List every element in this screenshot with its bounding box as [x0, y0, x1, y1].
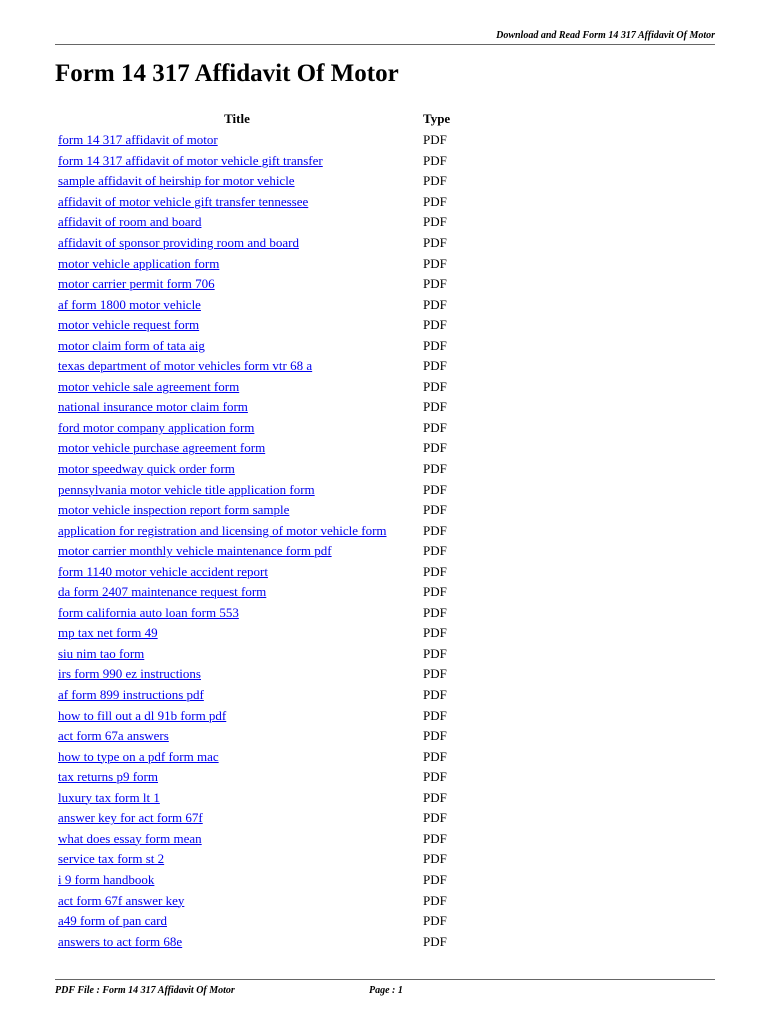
title-cell: [55, 767, 419, 788]
document-link[interactable]: what does essay form mean: [58, 830, 202, 846]
document-link[interactable]: form 14 317 affidavit of motor vehicle gift transfer: [58, 152, 323, 168]
table-row: [55, 603, 463, 624]
title-cell: [55, 931, 419, 952]
document-link[interactable]: motor vehicle application form: [58, 255, 220, 271]
table-row: [55, 623, 463, 644]
type-cell: PDF: [423, 419, 447, 435]
title-cell: [55, 829, 419, 850]
title-cell: [55, 377, 419, 398]
table-row: [55, 130, 463, 151]
table-row: [55, 520, 463, 541]
title-cell: [55, 808, 419, 829]
type-cell: PDF: [423, 296, 447, 312]
title-cell: [55, 746, 419, 767]
title-cell: [55, 870, 419, 891]
title-cell: [55, 849, 419, 870]
table-row: [55, 418, 463, 439]
title-cell: [55, 315, 419, 336]
table-row: [55, 788, 463, 809]
type-cell: PDF: [423, 399, 447, 415]
document-link[interactable]: tax returns p9 form: [58, 769, 159, 785]
table-row: [55, 192, 463, 213]
title-cell: [55, 644, 419, 665]
document-link[interactable]: texas department of motor vehicles form vtr 68 a: [58, 358, 313, 374]
document-link[interactable]: motor vehicle sale agreement form: [58, 378, 240, 394]
title-cell: [55, 603, 419, 624]
title-cell: [55, 479, 419, 500]
table-row: [55, 726, 463, 747]
document-link[interactable]: form 1140 motor vehicle accident report: [58, 563, 268, 579]
table-row: [55, 541, 463, 562]
document-link[interactable]: affidavit of room and board: [58, 214, 202, 230]
title-cell: [55, 705, 419, 726]
type-cell: PDF: [423, 173, 447, 189]
title-cell: [55, 561, 419, 582]
type-cell: PDF: [423, 152, 447, 168]
type-cell: PDF: [423, 235, 447, 250]
type-cell: PDF: [423, 913, 447, 929]
document-link[interactable]: irs form 990 ez instructions: [58, 666, 201, 682]
document-link[interactable]: luxury tax form lt 1: [58, 789, 160, 805]
document-link[interactable]: motor vehicle inspection report form sample: [58, 502, 290, 518]
type-cell: PDF: [423, 933, 447, 949]
document-link[interactable]: motor speedway quick order form: [58, 461, 235, 477]
title-cell: [55, 151, 419, 172]
document-link[interactable]: ford motor company application form: [58, 419, 255, 435]
title-cell: [55, 520, 419, 541]
table-row: [55, 767, 463, 788]
table-header-row: [55, 108, 463, 130]
footer-file-label: PDF File : Form 14 317 Affidavit Of Motor: [55, 985, 235, 996]
title-cell: [55, 664, 419, 685]
type-cell: PDF: [423, 851, 447, 867]
table-row: [55, 438, 463, 459]
table-row: [55, 151, 463, 172]
document-link[interactable]: affidavit of motor vehicle gift transfer tennessee: [58, 193, 309, 209]
page-footer: [55, 979, 715, 1000]
document-link[interactable]: siu nim tao form: [58, 645, 145, 661]
title-cell: [55, 335, 419, 356]
type-cell: PDF: [423, 707, 447, 723]
table-row: [55, 561, 463, 582]
title-cell: [55, 890, 419, 911]
column-header-type: Type: [423, 111, 451, 126]
table-row: [55, 685, 463, 706]
document-link[interactable]: act form 67a answers: [58, 728, 169, 744]
title-cell: [55, 541, 419, 562]
type-cell: PDF: [423, 132, 447, 148]
table-body: [55, 130, 463, 952]
document-link[interactable]: how to type on a pdf form mac: [58, 748, 219, 764]
column-header-title: Title: [224, 111, 250, 126]
type-cell: PDF: [423, 748, 447, 764]
type-cell: PDF: [423, 522, 447, 538]
title-cell: [55, 788, 419, 809]
table-row: [55, 233, 463, 254]
document-table: [55, 108, 463, 952]
type-cell: PDF: [423, 481, 447, 497]
type-cell: PDF: [423, 625, 447, 641]
title-cell: [55, 192, 419, 213]
footer-page-number: Page : 1: [369, 985, 403, 996]
type-cell: PDF: [423, 255, 447, 271]
title-cell: [55, 274, 419, 295]
document-link[interactable]: i 9 form handbook: [58, 871, 155, 887]
table-row: [55, 705, 463, 726]
document-link[interactable]: answer key for act form 67f: [58, 810, 203, 826]
document-link[interactable]: motor vehicle request form: [58, 317, 200, 333]
table-row: [55, 582, 463, 603]
type-cell: PDF: [423, 440, 447, 456]
type-cell: PDF: [423, 543, 447, 559]
document-link[interactable]: motor claim form of tata aig: [58, 337, 205, 353]
document-link[interactable]: pennsylvania motor vehicle title application form: [58, 481, 315, 497]
table-row: [55, 911, 463, 932]
title-cell: [55, 294, 419, 315]
type-cell: PDF: [423, 830, 447, 846]
type-cell: PDF: [423, 645, 447, 661]
table-row: [55, 274, 463, 295]
title-cell: [55, 438, 419, 459]
title-cell: [55, 397, 419, 418]
table-row: [55, 171, 463, 192]
table-row: [55, 746, 463, 767]
table-row: [55, 890, 463, 911]
type-cell: PDF: [423, 214, 447, 230]
table-row: [55, 644, 463, 665]
type-cell: PDF: [423, 789, 447, 805]
type-cell: PDF: [423, 810, 447, 826]
document-link[interactable]: answers to act form 68e: [58, 933, 183, 949]
table-row: [55, 479, 463, 500]
table-row: [55, 397, 463, 418]
document-link[interactable]: da form 2407 maintenance request form: [58, 584, 267, 600]
title-cell: [55, 685, 419, 706]
type-cell: PDF: [423, 666, 447, 682]
title-cell: [55, 500, 419, 521]
table-row: [55, 335, 463, 356]
type-cell: PDF: [423, 502, 447, 518]
document-link[interactable]: a49 form of pan card: [58, 913, 168, 929]
type-cell: PDF: [423, 728, 447, 744]
title-cell: [55, 418, 419, 439]
document-link[interactable]: af form 899 instructions pdf: [58, 687, 204, 703]
type-cell: PDF: [423, 892, 447, 908]
document-link[interactable]: form 14 317 affidavit of motor: [58, 132, 218, 148]
table-row: [55, 253, 463, 274]
table-row: [55, 664, 463, 685]
type-cell: PDF: [423, 358, 447, 374]
title-cell: [55, 911, 419, 932]
document-link[interactable]: form california auto loan form 553: [58, 604, 239, 620]
document-link[interactable]: af form 1800 motor vehicle: [58, 296, 201, 312]
table-row: [55, 829, 463, 850]
type-cell: PDF: [423, 563, 447, 579]
type-cell: PDF: [423, 604, 447, 620]
type-cell: PDF: [423, 337, 447, 353]
table-row: [55, 500, 463, 521]
page-title: Form 14 317 Affidavit Of Motor: [55, 60, 399, 87]
title-cell: [55, 459, 419, 480]
table-row: [55, 294, 463, 315]
header-text: Download and Read Form 14 317 Affidavit Of Motor: [496, 30, 715, 41]
title-cell: [55, 253, 419, 274]
document-link[interactable]: application for registration and licensing of motor vehicle form: [58, 522, 387, 538]
type-cell: PDF: [423, 584, 447, 600]
table-row: [55, 931, 463, 952]
title-cell: [55, 582, 419, 603]
table-row: [55, 849, 463, 870]
document-link[interactable]: mp tax net form 49: [58, 625, 158, 641]
document-link[interactable]: act form 67f answer key: [58, 892, 185, 908]
title-cell: [55, 212, 419, 233]
document-link[interactable]: national insurance motor claim form: [58, 399, 248, 415]
type-cell: PDF: [423, 769, 447, 785]
type-cell: PDF: [423, 317, 447, 333]
document-link[interactable]: service tax form st 2: [58, 851, 165, 867]
title-cell: [55, 726, 419, 747]
table-row: [55, 212, 463, 233]
type-cell: PDF: [423, 687, 447, 703]
document-link[interactable]: motor carrier permit form 706: [58, 276, 215, 292]
table-row: [55, 356, 463, 377]
title-cell: [55, 623, 419, 644]
title-cell: [55, 130, 419, 151]
document-link[interactable]: affidavit of sponsor providing room and board: [58, 235, 299, 250]
table-row: [55, 459, 463, 480]
table-row: [55, 870, 463, 891]
type-cell: PDF: [423, 193, 447, 209]
table-row: [55, 315, 463, 336]
page-header: [55, 30, 715, 45]
type-cell: PDF: [423, 378, 447, 394]
document-link[interactable]: sample affidavit of heirship for motor vehicle: [58, 173, 295, 189]
document-link[interactable]: motor carrier monthly vehicle maintenance form pdf: [58, 543, 332, 559]
type-cell: PDF: [423, 461, 447, 477]
title-cell: [55, 233, 419, 254]
title-cell: [55, 171, 419, 192]
table-row: [55, 377, 463, 398]
title-cell: [55, 356, 419, 377]
type-cell: PDF: [423, 871, 447, 887]
document-link[interactable]: how to fill out a dl 91b form pdf: [58, 707, 227, 723]
document-link[interactable]: motor vehicle purchase agreement form: [58, 440, 266, 456]
table-row: [55, 808, 463, 829]
type-cell: PDF: [423, 276, 447, 292]
